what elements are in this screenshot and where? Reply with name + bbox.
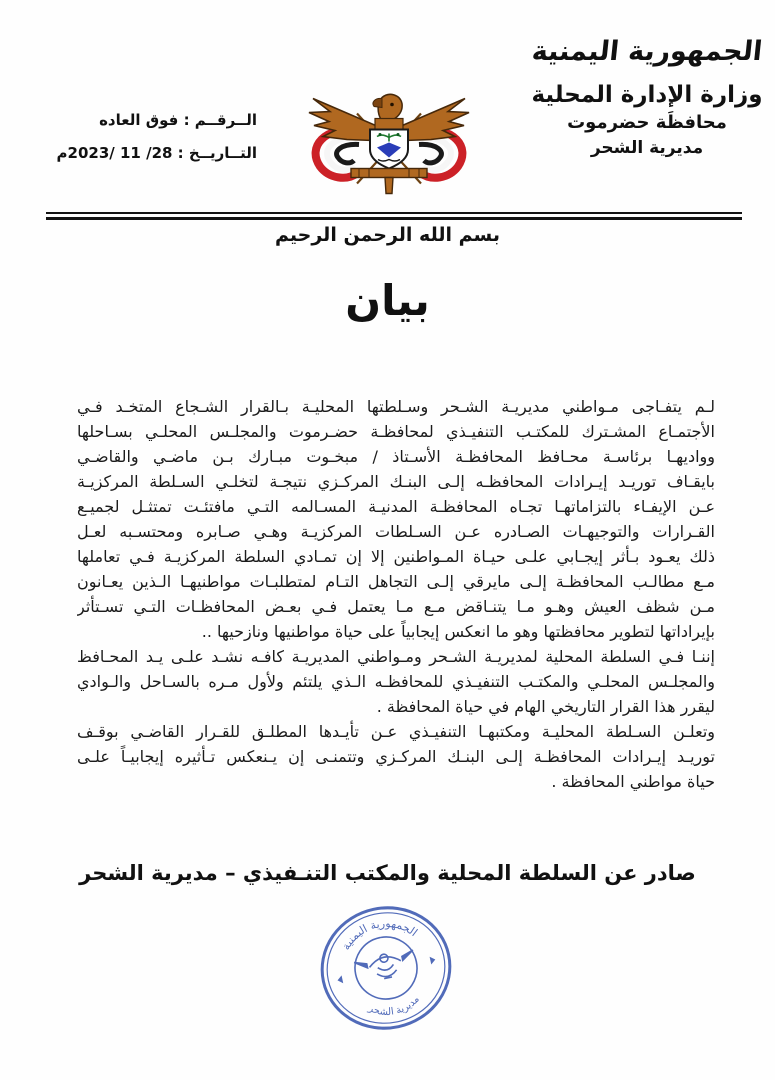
- reference-number: الــرقــم : فوق العاده: [99, 111, 257, 129]
- eagle-beak: [373, 98, 382, 107]
- governorate-name: محافظَة حضرموت: [567, 112, 727, 133]
- body-text-line: ذلك يعـود بـأثر إيجـابي علـى حيـاة المـواطنين إلا إن تمـادي السلطة المركزيـة فـي تعاملها: [77, 547, 715, 566]
- official-stamp: [298, 898, 478, 1048]
- eagle-eye: [390, 103, 394, 107]
- body-text-line: القـرارات والتوجيهـات الصـادره عـن السـلطات المركزيـة وهـي صـابره ومحتسـبه لعـل: [77, 522, 715, 541]
- issued-by-line: صادر عن السلطة المحلية والمكتب التنـفيذي – مديرية الشحر: [79, 861, 696, 885]
- letterhead-right-block: [527, 26, 767, 161]
- country-name-calligraphy: الجمهورية اليمنية: [530, 36, 764, 67]
- eagle-tail: [385, 178, 393, 194]
- body-text-line: توريـد إيـرادات المحافظـة إلـى البنـك المركـزي وتتمنـى إن يـنعكس تـأثيره إيجابيـاً علـى: [77, 747, 715, 766]
- yemen-national-emblem-icon: [299, 84, 479, 202]
- basmala-line: بسم الله الرحمن الرحيم: [275, 224, 500, 246]
- body-text-line: عـن الإيفـاء بالتزاماتهـا تجـاه المحافظـة المدنيـة المسـالمه التـي مافتئـت تمتثـل لجميـع: [77, 497, 715, 516]
- stamp-bottom-text: مديرية الشحر: [366, 993, 422, 1019]
- letterhead-left-block: [52, 110, 257, 176]
- ministry-name: وزارة الإدارة المحلية: [531, 82, 763, 108]
- stamp-center-eagle: [354, 948, 418, 984]
- document-date: التــاريــخ : 28/ 11 /2023م: [56, 144, 257, 162]
- body-text-line: حياة مواطني المحافظة .: [551, 772, 715, 791]
- document-body: [77, 394, 715, 794]
- body-text-line: بايقـاف توريـد إيـرادات المحافظـه إلـى البنـك المركـزي نتيجـة لتخلـي السـلطة المركزيـة: [77, 472, 715, 491]
- scroll-band: [351, 169, 427, 178]
- stamp-right-marker: [430, 956, 437, 965]
- body-text-line: مـن شظف العيش وهـو مـا يتنـاقض مـع مـا يعتمل فـي بعـض المحافظـات التـي تسـتأثر: [77, 597, 715, 616]
- body-text-line: الأجتمـاع المشـترك للمكتـب التنفيـذي لمحافظـة حضـرموت والمجلـس المحلـي بسـاحلها: [77, 422, 715, 441]
- document-title: بيان: [345, 276, 430, 325]
- district-name: مديرية الشحر: [590, 138, 704, 158]
- stamp-inner-ring: [349, 931, 423, 1005]
- body-text-line: وواديهـا برئاسـة محـافظ المحافظـة الأسـتاذ / مبخـوت مبـارك بـن ماضـي والقاضـي: [77, 447, 715, 466]
- body-text-line: لـم يتفـاجى مـواطني مديريـة الشـحر وسـلطتها المحليـة بـالقرار الشـجاع المتخـد فـي: [77, 397, 715, 416]
- body-text-line: إننـا فـي السلطة المحلية لمديريـة الشـحر ومـواطني المديريـة كافـه نشـد علـى يـد المحـافظ: [77, 647, 715, 666]
- body-text-line: والمجلـس المحلـي والمكتـب التنفيـذي للمحافظـه الـذي يلتئم ولأول مـره بالسـاحل والـوادي: [77, 672, 715, 691]
- body-text-line: مـع مطالـب المحافظـة إلـى مايرقي إلـى التجاهل التـام لمتطلبـات مواطنيهـا الـذين يعـانون: [77, 572, 715, 591]
- body-text-line: بإيراداتها لتطوير محافظتها وهو ما انعكس إيجابياً على حياة مواطنيها ونازحيها ..: [201, 622, 715, 641]
- header-divider-rule: [46, 212, 742, 220]
- body-text-line: وتعلـن السـلطة المحليـة ومكتبهـا التنفيـذي عـن تأيـدها المطلـق للقـرار القاضـي بوقـف: [77, 722, 715, 741]
- body-text-line: ليقرر هذا القرار التاريخي الهام في حياة المحافظة .: [376, 697, 715, 716]
- stamp-top-text: الجمهورية اليمنية: [339, 916, 420, 953]
- stamp-left-marker: [337, 975, 344, 984]
